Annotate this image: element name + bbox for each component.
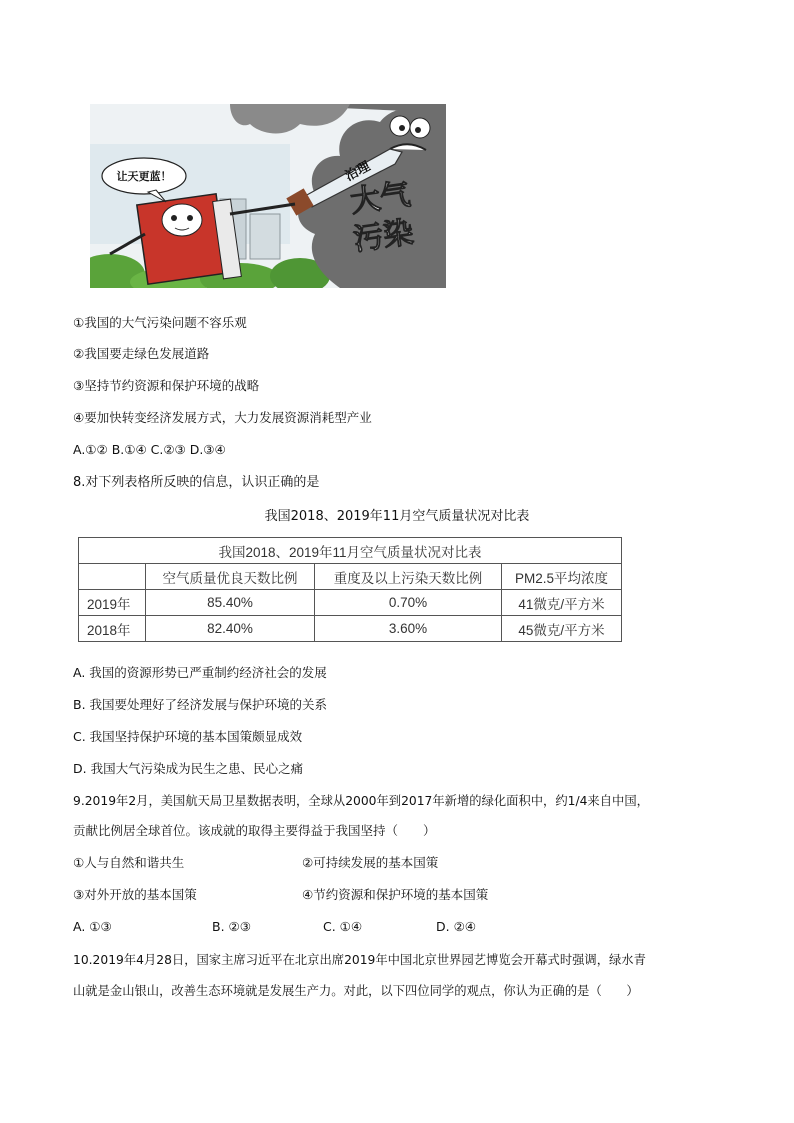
table-row — [79, 616, 622, 642]
q8-choice-d: D. 我国大气污染成为民生之患、民心之痛 — [73, 761, 304, 776]
header-cell-good-days: 空气质量优良天数比例 — [146, 564, 315, 590]
q10-stem-line2: 山就是金山银山，改善生态环境就是发展生产力。对此，以下四位同学的观点，你认为正确的是（ ） — [73, 984, 639, 998]
row-year: 2018年 — [79, 616, 146, 642]
q10-stem-line1: 10.2019年4月28日，国家主席习近平在北京出席2019年中国北京世界园艺博览会开幕式时强调，绿水青 — [73, 953, 646, 967]
q9-option-2: ②可持续发展的基本国策 — [302, 855, 439, 870]
header-cell-empty — [79, 564, 146, 590]
table-header-row — [79, 564, 622, 590]
cloud-text-bottom: 污染 — [351, 214, 416, 258]
table-title: 我国2018、2019年11月空气质量状况对比表 — [79, 538, 622, 564]
q9-answer-a: A. ①③ — [73, 919, 112, 934]
table-row — [79, 590, 622, 616]
air-quality-table — [78, 537, 622, 642]
q9-answer-d: D. ②④ — [436, 919, 476, 934]
q7-option-3: ③坚持节约资源和保护环境的战略 — [73, 378, 260, 393]
q7-option-1: ①我国的大气污染问题不容乐观 — [73, 315, 247, 330]
cell-heavy-pollution: 0.70% — [315, 590, 502, 616]
cell-pm25: 45微克/平方米 — [502, 616, 622, 642]
q9-answer-c: C. ①④ — [323, 919, 363, 934]
header-cell-heavy-pollution: 重度及以上污染天数比例 — [315, 564, 502, 590]
speech-bubble-text: 让天更蓝！ — [116, 170, 172, 183]
cartoon-illustration — [90, 104, 446, 288]
q8-choice-b: B. 我国要处理好了经济发展与保护环境的关系 — [73, 697, 328, 712]
q9-stem-line1: 9.2019年2月，美国航天局卫星数据表明，全球从2000年到2017年新增的绿化面积中，约1/4来自中国， — [73, 794, 649, 808]
q8-choice-c: C. 我国坚持保护环境的基本国策颇显成效 — [73, 729, 303, 744]
q9-option-1: ①人与自然和谐共生 — [73, 855, 185, 870]
q9-stem-line2: 贡献比例居全球首位。该成就的取得主要得益于我国坚持（ ） — [73, 823, 436, 838]
header-cell-pm25: PM2.5平均浓度 — [502, 564, 622, 590]
cell-good-days: 82.40% — [146, 616, 315, 642]
q9-answer-b: B. ②③ — [212, 919, 251, 934]
table-title-row — [79, 538, 622, 564]
sword-text: 治理 — [342, 159, 373, 185]
q9-option-3: ③对外开放的基本国策 — [73, 887, 197, 902]
q7-answer-choices: A.①② B.①④ C.②③ D.③④ — [73, 442, 226, 457]
q8-choice-a: A. 我国的资源形势已严重制约经济社会的发展 — [73, 665, 327, 680]
cell-heavy-pollution: 3.60% — [315, 616, 502, 642]
cell-pm25: 41微克/平方米 — [502, 590, 622, 616]
q9-option-4: ④节约资源和保护环境的基本国策 — [302, 887, 489, 902]
q8-stem: 8.对下列表格所反映的信息，认识正确的是 — [73, 475, 320, 490]
row-year: 2019年 — [79, 590, 146, 616]
table-caption: 我国2018、2019年11月空气质量状况对比表 — [264, 509, 530, 524]
cell-good-days: 85.40% — [146, 590, 315, 616]
cloud-text-top: 大气 — [348, 176, 413, 220]
q7-option-4: ④要加快转变经济发展方式，大力发展资源消耗型产业 — [73, 410, 372, 425]
q7-option-2: ②我国要走绿色发展道路 — [73, 346, 210, 361]
